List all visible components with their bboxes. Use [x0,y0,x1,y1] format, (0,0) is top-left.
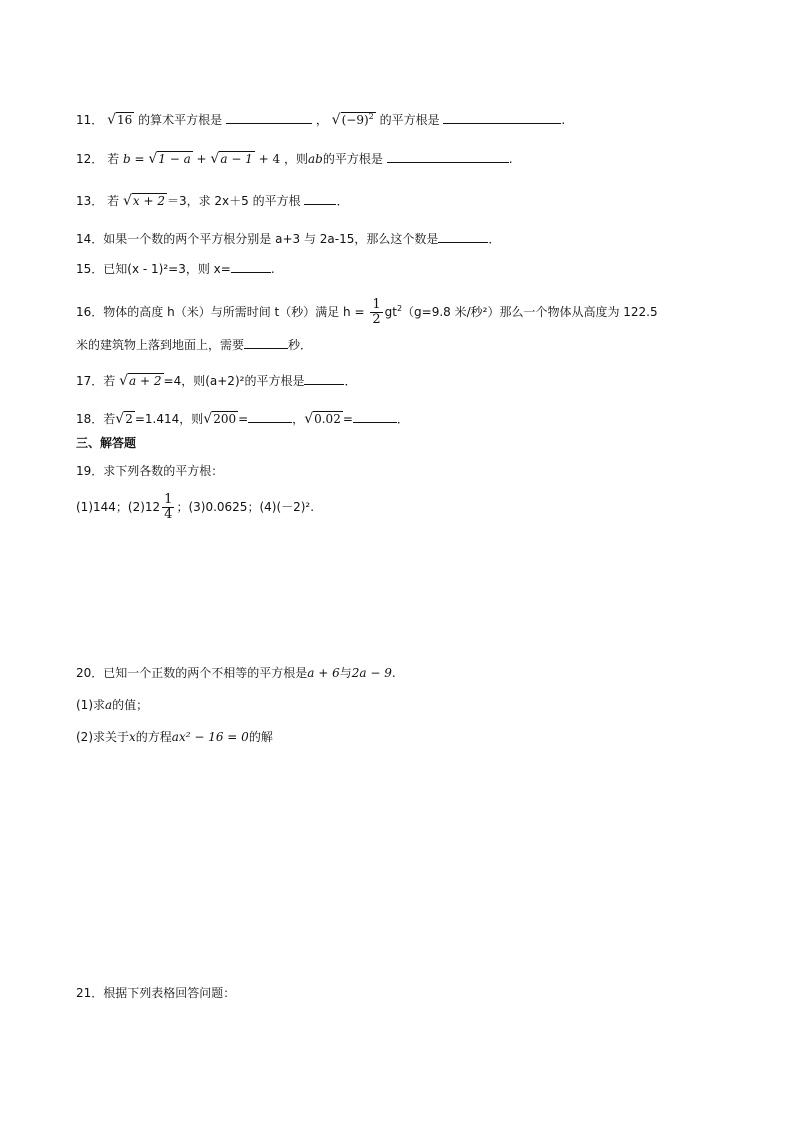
question-number: 14． [76,232,104,246]
question-19: 19．求下列各数的平方根： [76,464,224,478]
answer-blank[interactable] [353,410,397,423]
question-number: 20． [76,666,104,680]
question-12: 12． 若 b = √1 − a + √a − 1 + 4 ，则ab的平方根是 . [76,151,513,167]
question-18: 18．若√2 =1.414，则√200 = ，√0.02 = ． [76,411,409,427]
answer-blank[interactable] [304,192,336,205]
sqrt-expression: √a − 1 [210,151,253,167]
question-16: 16．物体的高度 h（米）与所需时间 t（秒）满足 h = $\frac{1}{2}$ $gt^2(g=9.8$ 米/秒²）那么一个物体从高度为 122.5 [76,297,658,327]
answer-blank[interactable] [226,111,312,124]
answer-blank[interactable] [244,336,288,349]
question-15: 15．已知(x - 1)²=3，则 x= . [76,262,275,276]
sqrt-expression: √1 − a [148,151,191,167]
answer-blank[interactable] [304,372,344,385]
fraction: $\frac{1}{4}$ [164,492,173,522]
sqrt-expression: √0.02 [304,411,341,427]
question-20-part1: (1)求a的值； [76,698,149,712]
answer-blank[interactable] [438,230,488,243]
question-number: 16． [76,305,104,319]
answer-blank[interactable] [443,111,561,124]
answer-blank[interactable] [231,260,271,273]
question-number: 11． [76,113,104,127]
sqrt-expression: $√(-9)^2$ [331,112,374,128]
question-number: 21． [76,986,104,1000]
question-number: 19． [76,464,104,478]
answer-blank[interactable] [248,410,292,423]
question-19-items: (1)144；(2)12 $\frac{1}{4}$ ；(3)0.0625；(4)(－2)². [76,492,315,522]
question-16-line2: 米的建筑物上落到地面上，需要 秒． [76,338,313,352]
question-21: 21．根据下列表格回答问题： [76,986,236,1000]
sqrt-expression: √x + 2 [122,193,165,209]
answer-blank[interactable] [387,150,509,163]
question-number: 15． [76,262,104,276]
sqrt-expression: √2 [115,411,133,427]
question-20-part2: (2)求关于x的方程ax² − 16 = 0的解 [76,730,273,744]
sqrt-expression: √16 [107,112,133,128]
question-11: 11． √16 的算术平方根是 ， $√(-9)^2$ 的平方根是 . [76,108,565,129]
question-number: 13． [76,194,104,208]
sqrt-expression: √200 [203,411,237,427]
question-20: 20．已知一个正数的两个不相等的平方根是a + 6与2a − 9. [76,666,396,680]
question-number: 17． [76,374,104,388]
question-17: 17．若 √a + 2 =4，则(a+2)²的平方根是 ． [76,373,357,389]
sqrt-expression: √a + 2 [119,373,162,389]
question-number: 12． [76,152,104,166]
section-heading: 三、解答题 [76,436,137,450]
question-13: 13． 若 √x + 2 ＝3，求 2x＋5 的平方根 ． [76,193,349,209]
question-number: 18． [76,412,104,426]
question-14: 14．如果一个数的两个平方根分别是 a+3 与 2a-15，那么这个数是 ． [76,232,501,246]
fraction: $\frac{1}{2}$ [372,297,381,327]
